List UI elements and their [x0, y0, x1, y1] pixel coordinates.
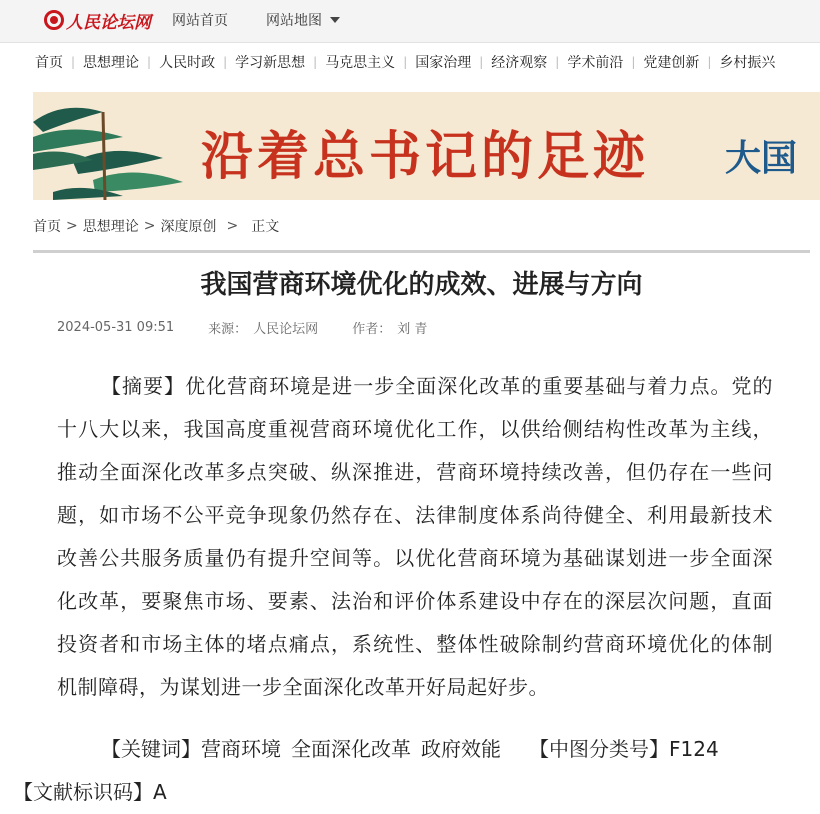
chevron-right-icon: >	[226, 218, 239, 234]
keyword: 全面深化改革	[291, 737, 411, 761]
chevron-right-icon: >	[143, 218, 156, 234]
logo-icon	[44, 10, 64, 30]
site-home-link[interactable]: 网站首页	[172, 13, 228, 29]
nav-separator: |	[479, 55, 484, 69]
site-map-link[interactable]	[266, 10, 340, 30]
nav-item[interactable]: 学术前沿	[567, 55, 624, 71]
source-label: 来源：	[208, 322, 248, 337]
chevron-down-icon	[330, 17, 340, 23]
nav-item[interactable]: 人民时政	[159, 55, 216, 71]
nav-item[interactable]: 乡村振兴	[719, 55, 776, 71]
banner-headline: 沿着总书记的足迹	[201, 126, 650, 187]
article-date: 2024-05-31 09:51	[57, 320, 175, 335]
nav-item[interactable]: 学习新思想	[235, 55, 306, 71]
article-meta	[57, 318, 427, 337]
author-label: 作者：	[352, 322, 392, 337]
banner[interactable]	[33, 92, 820, 200]
nav-separator: |	[313, 55, 318, 69]
nav-separator: |	[223, 55, 228, 69]
main-nav	[0, 43, 820, 81]
logo-text: 人民论坛网	[66, 12, 151, 33]
doc-code: A	[153, 780, 167, 804]
site-logo[interactable]	[44, 7, 151, 33]
breadcrumb-current: 正文	[251, 219, 280, 235]
nav-separator: |	[71, 55, 76, 69]
nav-separator: |	[555, 55, 560, 69]
site-map-label: 网站地图	[266, 13, 322, 29]
article-author: 刘 青	[397, 322, 428, 337]
article-source: 人民论坛网	[253, 322, 319, 337]
article-title: 我国营商环境优化的成效、进展与方向	[200, 270, 643, 300]
nav-item[interactable]: 首页	[35, 55, 63, 71]
breadcrumb-subsection[interactable]: 深度原创	[160, 219, 217, 235]
nav-separator: |	[707, 55, 712, 69]
nav-item[interactable]: 党建创新	[643, 55, 700, 71]
article-abstract: 【摘要】优化营商环境是进一步全面深化改革的重要基础与着力点。党的十八大以来，我国高度重视营商环境优化工作，以供给侧结构性改革为主线，推动全面深化改革多点突破、纵深推进，营商环境持续改善，但仍存在一些问题，如市场不公平竞争现象仍然存在、法律制度体系尚待健全、利用最新技术改善公共服务质量仍有提升空间等。以优化营商环境为基础谋划进一步全面深化改革，要聚焦市场、要素、法治和评价体系建设中存在的深层次问题，直面投资者和市场主体的堵点痛点，系统性、整体性破除制约营商环境优化的体制机制障碍，为谋划进一步全面深化改革开好局起好步。	[57, 374, 773, 699]
clc-code: F124	[669, 737, 719, 761]
nav-item[interactable]: 思想理论	[83, 55, 140, 71]
breadcrumb-home[interactable]: 首页	[33, 219, 61, 235]
banner-side-text: 大国	[725, 137, 798, 179]
nav-separator: |	[147, 55, 152, 69]
nav-item[interactable]: 马克思主义	[325, 55, 396, 71]
doc-code-label: 【文献标识码】	[13, 780, 153, 804]
nav-separator: |	[631, 55, 636, 69]
top-bar	[0, 0, 820, 43]
divider	[33, 250, 810, 253]
keywords-label: 【关键词】	[101, 737, 201, 761]
nav-item[interactable]: 国家治理	[415, 55, 472, 71]
chevron-right-icon: >	[66, 218, 78, 234]
nav-separator: |	[403, 55, 408, 69]
keyword: 营商环境	[201, 737, 281, 761]
pine-tree-decoration	[33, 92, 193, 200]
clc-label: 【中图分类号】	[529, 737, 669, 761]
breadcrumb-section[interactable]: 思想理论	[82, 219, 139, 235]
keyword: 政府效能	[421, 737, 501, 761]
nav-item[interactable]: 经济观察	[491, 55, 548, 71]
breadcrumb	[33, 216, 279, 236]
article-keywords-block	[13, 728, 787, 814]
